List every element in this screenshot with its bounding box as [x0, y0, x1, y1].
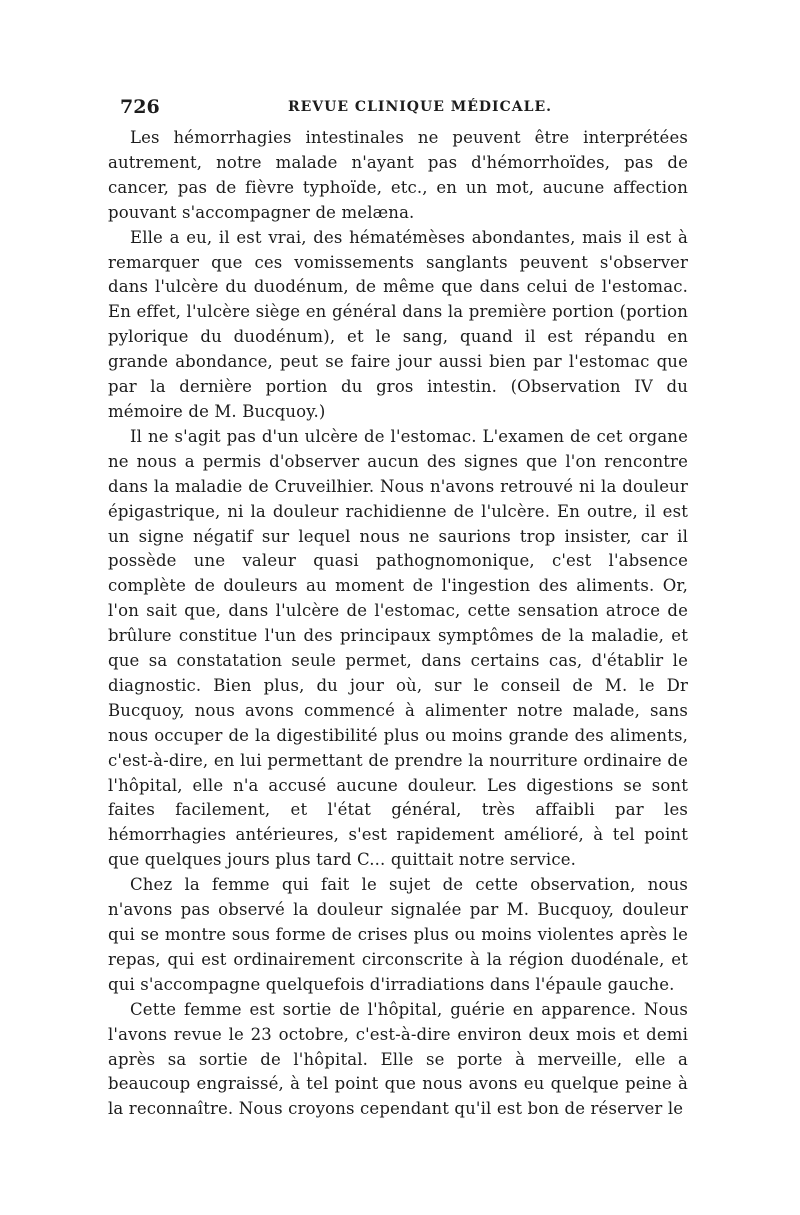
- paragraph-douleur-bucquoy: Chez la femme qui fait le sujet de cette observation, nous n'avons pas observé la douleur signalée par M. Bucquoy, douleur qui se montre sous forme de crises plus ou moins violentes après le repas, qui est ordinairement circonscrite à la région duodénale, et qui s'accompagne quelquefois d'irradiations dans l'épaule gauche.: [108, 875, 688, 994]
- page-header: [108, 96, 688, 126]
- book-page: [108, 96, 688, 1122]
- page-number: 726: [120, 96, 160, 118]
- paragraph-ulcere-estomac: Il ne s'agit pas d'un ulcère de l'estomac. L'examen de cet organe ne nous a permis d'observer aucun des signes que l'on rencontre dans la maladie de Cruveilhier. Nous n'avons retrouvé ni la douleur épigastrique, ni la douleur rachidienne de l'ulcère. En outre, il est un signe négatif sur lequel nous ne saurions trop insister, car il possède une valeur quasi pathognomonique, c'est l'absence complète de douleurs au moment de l'ingestion des aliments. Or, l'on sait que, dans l'ulcère de l'estomac, cette sensation atroce de brûlure constitue l'un des principaux symptômes de la maladie, et que sa constatation seule permet, dans certains cas, d'établir le diagnostic. Bien plus, du jour où, sur le conseil de M. le Dr Bucquoy, nous avons commencé à alimenter notre malade, sans nous occuper de la digestibilité plus ou moins grande des aliments, c'est-à-dire, en lui permettant de prendre la nourriture ordinaire de l'hôpital, elle n'a accusé aucune douleur. Les digestions se sont faites facilement, et l'état général, très affaibli par les hémorrhagies antérieures, s'est rapidement amélioré, à tel point que quelques jours plus tard C... quittait notre service.: [108, 426, 688, 870]
- running-title: REVUE CLINIQUE MÉDICALE.: [288, 99, 553, 115]
- body-text: [108, 126, 688, 1122]
- paragraph-hemorrhagies: Les hémorrhagies intestinales ne peuvent être interprétées autrement, notre malade n'ayant pas d'hémorrhoïdes, pas de cancer, pas de fièvre typhoïde, etc., en un mot, aucune affection pouvant s'accompagner de melæna.: [108, 128, 688, 222]
- paragraph-hematemeses: Elle a eu, il est vrai, des hématémèses abondantes, mais il est à remarquer que ces vomissements sanglants peuvent s'observer dans l'ulcère du duodénum, de même que dans celui de l'estomac. En effet, l'ulcère siège en général dans la première portion (portion pylorique du duodénum), et le sang, quand il est répandu en grande abondance, peut se faire jour aussi bien par l'estomac que par la dernière portion du gros intestin. (Observation IV du mémoire de M. Bucquoy.): [108, 227, 688, 421]
- paragraph-sortie-hopital: Cette femme est sortie de l'hôpital, guérie en apparence. Nous l'avons revue le 23 octobre, c'est-à-dire environ deux mois et demi après sa sortie de l'hôpital. Elle se porte à merveille, elle a beaucoup engraissé, à tel point que nous avons eu quelque peine à la reconnaître. Nous croyons cependant qu'il est bon de réserver le: [108, 999, 688, 1119]
